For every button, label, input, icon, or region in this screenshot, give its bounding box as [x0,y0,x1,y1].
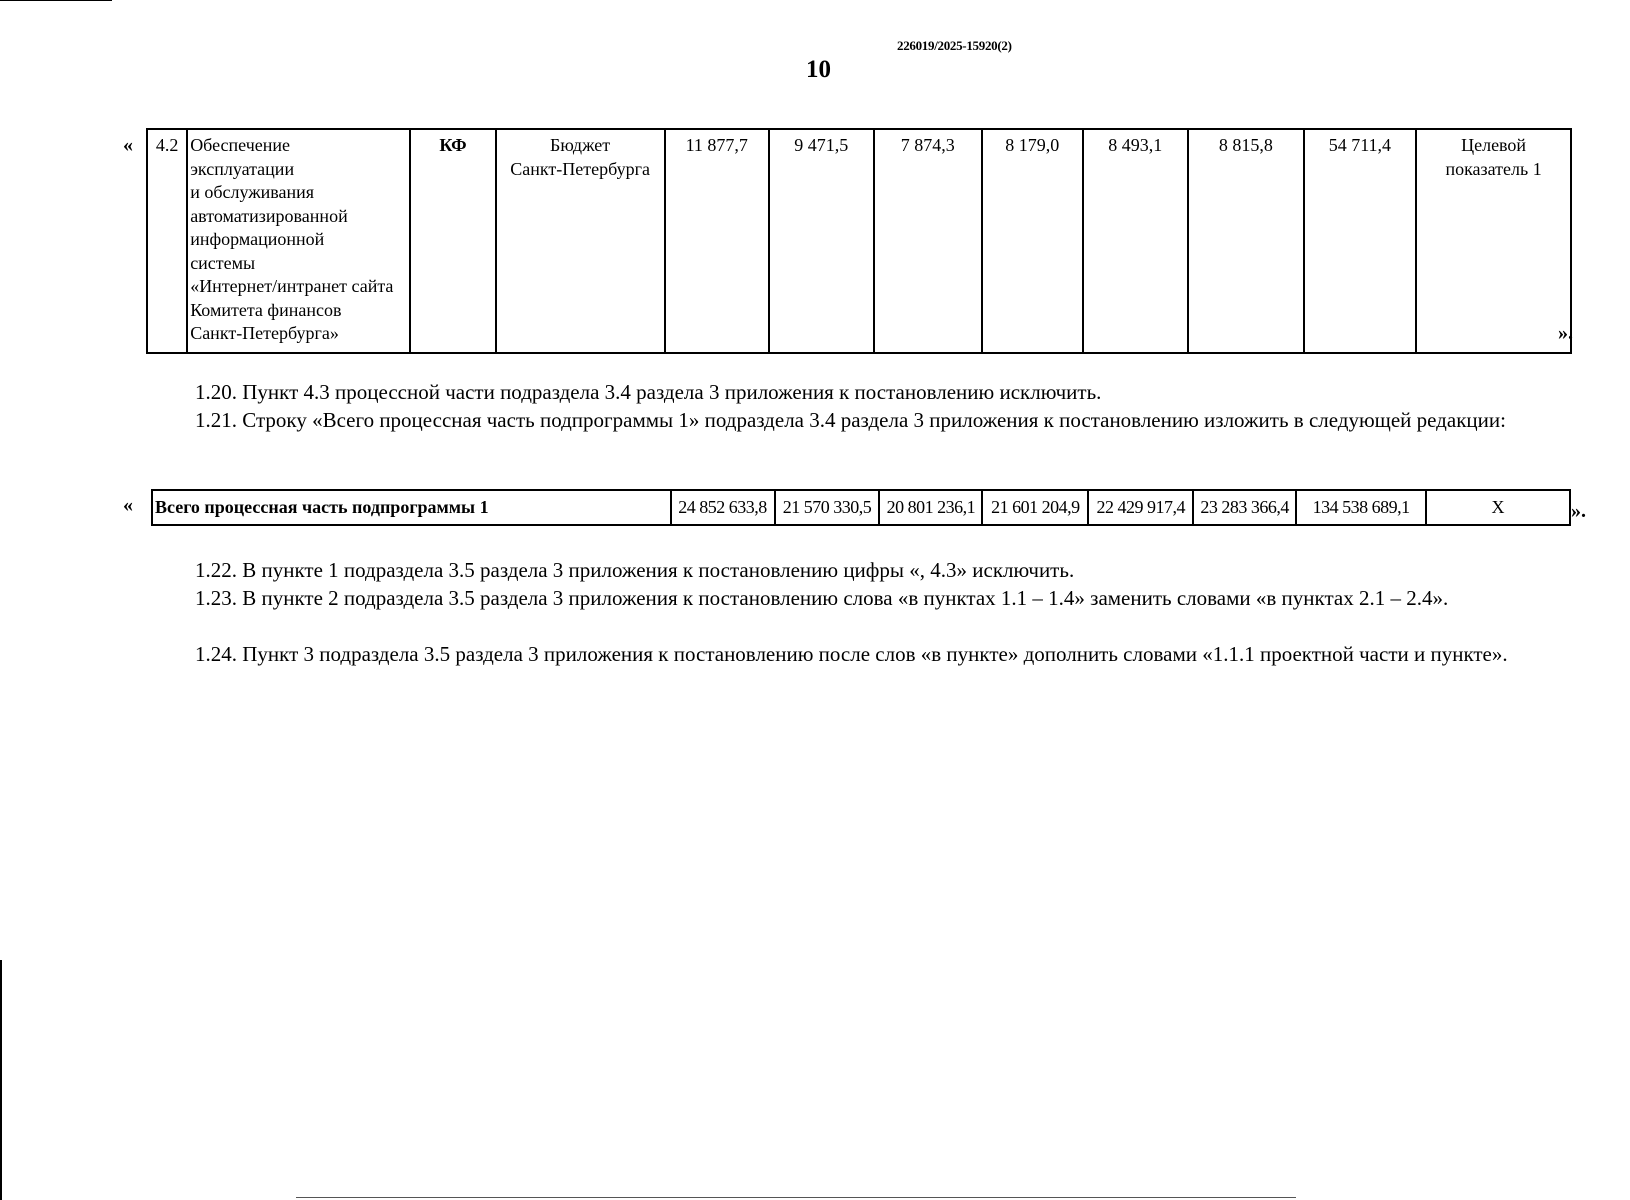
scan-edge [0,960,2,1200]
total-value-cell: 21 570 330,5 [775,490,880,525]
value-cell: 8 493,1 [1083,129,1189,353]
name-line: Санкт-Петербурга» [190,323,339,343]
value-cell: 8 179,0 [982,129,1082,353]
name-line: информационной [190,229,325,249]
table-row [147,129,1571,353]
total-value-cell: 22 429 917,4 [1088,490,1193,525]
name-line: системы [190,252,256,273]
paragraph-text: 1.21. Строку «Всего процессная часть подпрограммы 1» подраздела 3.4 раздела 3 приложения к постановлению изложить в следующей редакции: [195,408,1506,432]
table-total [151,489,1571,526]
total-value-cell: 23 283 366,4 [1193,490,1296,525]
total-indicator-cell: Х [1426,490,1570,525]
open-quote-1: « [123,134,133,156]
row-number-cell: 4.2 [147,129,187,353]
value-cell: 7 874,3 [874,129,983,353]
value-cell: 9 471,5 [769,129,874,353]
indicator-line: Целевой [1461,135,1527,155]
name-line: автоматизированной [190,205,348,226]
paragraph-1-21 [113,406,1527,434]
page-number: 10 [806,56,831,83]
name-line: Обеспечение [190,135,291,155]
name-line: и обслуживания [190,182,315,202]
name-line: «Интернет/интранет сайта [190,276,394,296]
source-line: Санкт-Петербурга [510,158,650,179]
top-rule [0,0,112,1]
paragraph-text: 1.22. В пункте 1 подраздела 3.5 раздела 3 приложения к постановлению цифры «, 4.3» исключить. [195,558,1075,582]
paragraph-text: 1.24. Пункт 3 подраздела 3.5 раздела 3 приложения к постановлению после слов «в пункте» дополнить словами «1.1.1 проектной части и пункте». [195,642,1508,666]
paragraph-text: 1.23. В пункте 2 подраздела 3.5 раздела 3 приложения к постановлению слова «в пунктах 1.1 – 1.4» заменить словами «в пунктах 2.1 – 2.4». [195,586,1449,610]
close-quote-1: ». [1558,322,1573,344]
funding-source-cell [496,129,665,353]
paragraph-1-20 [113,378,1527,406]
row-name-cell [187,129,410,353]
source-line: Бюджет [550,135,611,155]
value-cell: 8 815,8 [1188,129,1304,353]
close-quote-2: ». [1571,500,1586,522]
document-id: 226019/2025-15920(2) [897,38,1012,53]
total-value-cell: 134 538 689,1 [1296,490,1426,525]
indicator-cell [1416,129,1571,353]
paragraph-1-24 [113,640,1527,668]
name-line: эксплуатации [190,158,295,179]
total-value-cell: 20 801 236,1 [879,490,982,525]
bottom-rule [296,1197,1296,1198]
responsible-cell: КФ [410,129,495,353]
table-row [152,490,1570,525]
value-cell: 11 877,7 [665,129,770,353]
table-row-4-2 [146,128,1572,354]
total-value-cell: 21 601 204,9 [982,490,1088,525]
name-line: Комитета финансов [190,299,342,320]
indicator-line: показатель 1 [1445,158,1542,179]
value-cell: 54 711,4 [1304,129,1417,353]
paragraph-1-23 [113,584,1527,612]
paragraph-text: 1.20. Пункт 4.3 процессной части подраздела 3.4 раздела 3 приложения к постановлению исключить. [195,380,1102,404]
paragraph-1-22 [113,556,1527,584]
total-label-cell: Всего процессная часть подпрограммы 1 [152,490,671,525]
open-quote-2: « [123,494,133,516]
total-value-cell: 24 852 633,8 [671,490,775,525]
